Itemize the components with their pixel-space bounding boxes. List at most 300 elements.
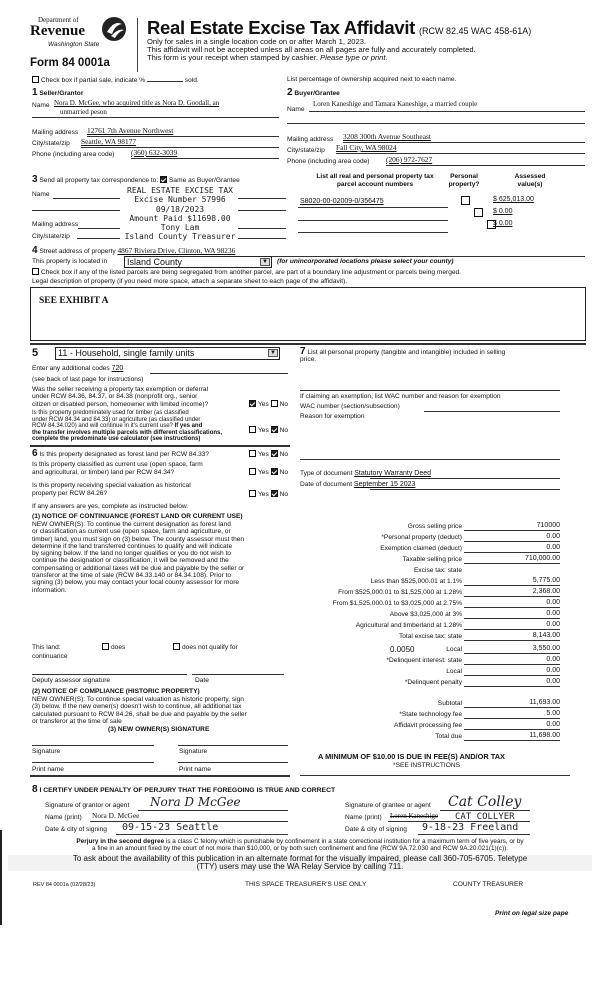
tax-value[interactable]: 8,143.00	[532, 632, 560, 639]
seller-mail[interactable]: 12761 7th Avenue Northwest	[87, 126, 174, 135]
yes-label: Yes	[258, 491, 269, 498]
certify-row	[32, 784, 335, 796]
reason-label: Reason for exemption	[300, 413, 365, 420]
buyer-city[interactable]: Fall City, WA 98024	[336, 143, 397, 152]
grantee-name[interactable]: CAT COLLYER	[455, 812, 515, 822]
tax-label: Agricultural and timberland at 1.28%	[355, 622, 462, 629]
rule	[178, 762, 288, 763]
rule	[464, 640, 560, 641]
personal-header-1: Personal	[450, 173, 478, 180]
no-label: No	[279, 427, 289, 434]
personal-property-checkbox[interactable]	[461, 196, 470, 205]
signature-label: Signature	[32, 748, 61, 755]
accessibility-notice	[8, 855, 592, 871]
yes-checkbox[interactable]	[249, 468, 256, 475]
rule	[32, 762, 154, 763]
rule	[116, 834, 288, 835]
personal-property-checkbox[interactable]	[474, 208, 483, 217]
county-treasurer-label: COUNTY TREASURER	[453, 881, 524, 888]
correspondence-label: Send all property tax correspondence to:	[39, 177, 159, 184]
buyer-name[interactable]: Loren Kaneshige and Tamara Kaneshige, a married couple	[313, 100, 478, 108]
q-timber-answer	[249, 426, 288, 435]
rule	[464, 629, 560, 630]
q-exemption	[32, 386, 208, 408]
notice-line: compensating or additional taxes will be due and payable by the seller or	[32, 564, 245, 572]
doc-date-label: Date of document	[300, 481, 353, 488]
no-checkbox[interactable]	[271, 450, 278, 457]
rule	[30, 445, 290, 447]
located-label: This property is located in	[32, 258, 108, 265]
q-line: citizen or disabled person, homeowner with limited income)?	[32, 400, 209, 408]
rule	[32, 745, 154, 746]
form-number: Form 84 0001a	[30, 57, 110, 69]
q-timber	[32, 410, 222, 443]
print-name-label: Print name	[32, 766, 64, 773]
notice-line: signing (3) below, you may contact your local county assessor for more	[32, 579, 240, 587]
tax-label: From $525,000.01 to $1,525,000 at 1.28%	[338, 589, 462, 596]
section-number: 7	[300, 346, 306, 357]
notice-line: information.	[32, 586, 67, 594]
tax-value[interactable]: 5.00	[546, 710, 560, 717]
rule	[464, 675, 560, 676]
rule	[77, 238, 120, 239]
notice-line: by signing below. If the land no longer qualifies or you do not wish to	[32, 550, 232, 558]
tax-label: Taxable selling price	[402, 556, 462, 563]
tax-value[interactable]: 0.00	[546, 667, 560, 674]
tax-value[interactable]: 710,000.00	[524, 555, 560, 562]
q-line: Is this property predominately used for timber (as classified	[32, 410, 189, 416]
yes-checkbox[interactable]	[249, 400, 256, 407]
parcel-number[interactable]: S8020-00-02009-0/356475	[300, 198, 384, 205]
page-title: Real Estate Excise Tax Affidavit	[147, 17, 416, 38]
grantor-signature[interactable]: Nora D McGee	[150, 795, 241, 809]
rule	[424, 411, 560, 412]
section-number: 3	[32, 174, 38, 185]
print-name-label: Print name	[179, 766, 211, 773]
yes-label: Yes	[258, 427, 269, 434]
stamp-line: Tony Lam	[160, 223, 200, 233]
rule	[464, 653, 560, 654]
sold-label: sold.	[184, 77, 199, 84]
rule	[30, 775, 290, 777]
grantee-date-city[interactable]: 9-18-23 Freeland	[422, 822, 519, 833]
rule	[238, 228, 286, 229]
segregated-checkbox[interactable]	[32, 268, 39, 275]
personal-property-label: List all personal property (tangible and intangible) included in selling	[307, 349, 506, 356]
does-label: does	[111, 644, 126, 651]
tax-label: *Delinquent interest: state	[386, 657, 462, 664]
rule	[464, 552, 560, 553]
parcel-header	[300, 173, 450, 188]
rule	[238, 198, 286, 199]
tax-value[interactable]: 710000	[536, 522, 560, 529]
seller-name-label: Name	[32, 102, 50, 109]
tax-label: Local	[446, 668, 462, 675]
q-line: Was the seller receiving a property tax exemption or deferral	[32, 386, 209, 393]
buyer-phone[interactable]: (206) 972-7627	[386, 155, 433, 164]
notice-line: or transferor at the time of sale	[32, 717, 122, 725]
rule	[32, 674, 187, 675]
q-current-use-answer	[249, 468, 288, 477]
notice-line: NEW OWNER(S): To continue the current designation as forest land	[32, 521, 231, 528]
tax-label: Excise tax: state	[413, 567, 462, 574]
tax-value[interactable]: 0.00	[546, 610, 560, 617]
legal-description-box[interactable]	[30, 287, 586, 341]
notice-line: calculated pursuant to RCW 84.26, shall be due and payable by the seller	[32, 710, 247, 718]
tax-value[interactable]: 0.00	[546, 599, 560, 606]
parcel-header-1: List all real and personal property tax	[316, 173, 434, 180]
seller-city-label: City/state/zip	[32, 140, 70, 147]
scan-edge	[0, 830, 2, 925]
rule	[32, 210, 120, 211]
rule	[178, 745, 288, 746]
treasurer-stamp	[118, 186, 242, 242]
logo-state: Washington State	[48, 41, 100, 48]
q-line: property per RCW 84.26?	[32, 489, 108, 497]
tax-value[interactable]: 0.00	[546, 721, 560, 728]
buyer-heading-text: Buyer/Grantee	[294, 90, 340, 97]
perjury-notice	[8, 838, 592, 852]
tax-label: Gross selling price	[407, 523, 462, 530]
tax-label: Less than $525,000.01 at 1.1%	[370, 578, 462, 585]
buyer-mail[interactable]: 3208 300th Avenue Southeast	[343, 132, 431, 141]
exemption-label: If claiming an exemption, list WAC number and reason for exemption	[300, 393, 501, 400]
assessed-value[interactable]: $ 0.00	[493, 220, 513, 227]
this-land-label: This land:	[32, 644, 61, 651]
seller-heading	[32, 87, 83, 99]
notice-compliance-text	[32, 696, 247, 725]
tax-label: Total due	[435, 733, 462, 740]
notice-line: or classification as current use (open space, farm and agriculture, or	[32, 528, 231, 536]
notice-line: (3) below. If the new owner(s) doesn't wish to continue, all additional tax	[32, 703, 242, 711]
corr-city-label: City/state/zip	[32, 233, 70, 240]
tax-value[interactable]: 5,775.00	[532, 577, 560, 584]
yes-checkbox[interactable]	[249, 490, 256, 497]
rule	[418, 834, 530, 835]
q-forest	[32, 448, 209, 460]
local-rate: 0.0050	[390, 645, 415, 654]
q-exemption-answer	[249, 400, 288, 409]
assessed-value[interactable]: $ 0.00	[493, 208, 513, 215]
doc-type-label: Type of document	[300, 470, 353, 477]
grantor-date-label: Date & city of signing	[45, 826, 107, 833]
stamp-line: Excise Number 57996	[134, 195, 226, 205]
notice-line: determine if the land transferred continues to qualify and will indicate	[32, 542, 233, 550]
no-checkbox[interactable]	[271, 400, 278, 407]
stamp-line: 09/18/2023	[155, 204, 205, 214]
no-label: No	[279, 491, 289, 498]
tax-value[interactable]: 11,693.00	[529, 699, 560, 706]
stamp-line: Amount Paid $11698.00	[129, 213, 231, 223]
notice-continuance-title: (1) NOTICE OF CONTINUANCE (FOREST LAND OR CURRENT USE)	[32, 513, 243, 520]
street-row	[32, 245, 235, 257]
rule	[138, 810, 288, 811]
buyer-heading	[287, 87, 340, 99]
notice-line: timber) land, you must sign on (3) below. The county assessor must then	[32, 535, 245, 543]
grantor-name-label: Name (print)	[45, 814, 82, 821]
buyer-phone-label: Phone (including area code)	[287, 158, 370, 165]
does-not-checkbox[interactable]	[173, 643, 180, 650]
yes-checkbox[interactable]	[249, 450, 256, 457]
rule	[464, 718, 560, 719]
q-current-use	[32, 461, 203, 476]
signature-label: Signature	[179, 748, 208, 755]
notice-line: NEW OWNER(S): To continue special valuation as historic property, sign	[32, 696, 244, 703]
rule	[386, 165, 585, 166]
seller-city[interactable]: Seattle, WA 98177	[81, 137, 137, 146]
rule	[464, 530, 560, 531]
rule	[464, 607, 560, 608]
q-historic	[32, 482, 191, 497]
q-bold: If yes and	[174, 423, 203, 430]
partial-pct-field[interactable]	[147, 81, 183, 82]
rule	[440, 810, 530, 811]
notice-line: transferor at the time of sale (RCW 84.33.140 or 84.34.108). Prior to	[32, 572, 232, 580]
tax-value[interactable]: 3,550.00	[532, 645, 560, 652]
no-label: No	[279, 469, 289, 476]
corr-mail-label: Mailing address	[32, 221, 79, 228]
no-label: No	[279, 401, 289, 408]
q-line: RCW 84.34.020) and will continue in it's current use?	[32, 423, 173, 430]
grantee-signature-label: Signature of grantee or agent	[345, 802, 431, 809]
yes-checkbox[interactable]	[249, 426, 256, 433]
q-line: Is this property classified as current use (open space, farm	[32, 461, 203, 468]
q-line: under RCW 84.34 and 84.33) or agriculture (as classified under	[32, 416, 201, 423]
rule	[298, 232, 448, 233]
assessed-value[interactable]: $ 625,013.00	[493, 196, 534, 203]
dropdown-arrow-icon: ▼	[260, 258, 270, 266]
rule	[464, 563, 560, 564]
grantee-name-struck: Loren Kaneshige	[390, 812, 439, 820]
tax-value[interactable]: 11,698.00	[529, 732, 560, 739]
perjury-bold: Perjury in the second degree	[76, 838, 165, 845]
tax-label: From $1,525,000.01 to $3,025,000 at 2.75%	[332, 600, 462, 607]
continuance-label: continuance	[32, 653, 68, 660]
does-not-option	[173, 643, 238, 652]
rule	[238, 210, 286, 211]
grantor-name[interactable]: Nora D. McGee	[92, 811, 140, 820]
rule	[300, 390, 560, 391]
doc-type-row	[300, 470, 431, 478]
tax-label: Above $3,025,000 at 3%	[389, 611, 462, 618]
perjury-text: is a class C felony which is punishable by confinement in a state correctional institution for a maximum term of five years, or by	[164, 838, 524, 845]
rule	[300, 459, 560, 460]
q-bold: complete the predominate use calculator (see instructions)	[32, 436, 201, 443]
tax-value[interactable]: 2,368.00	[532, 588, 560, 595]
seller-mail-label: Mailing address	[32, 129, 79, 136]
notice-compliance-title: (2) NOTICE OF COMPLIANCE (HISTORIC PROPERTY)	[32, 688, 200, 695]
yes-label: Yes	[258, 401, 269, 408]
new-owner-signature-title: (3) NEW OWNER(S) SIGNATURE	[108, 726, 210, 733]
rule	[464, 686, 560, 687]
codes-label: Enter any additional codes	[32, 365, 110, 372]
tax-label: Total excise tax: state	[398, 633, 462, 640]
buyer-mail-label: Mailing address	[287, 136, 334, 143]
stamp-line: Island County Treasurer	[124, 232, 236, 242]
county-note: (for unincorporated locations please select your county)	[277, 258, 454, 265]
rule	[370, 478, 560, 479]
wac-label: WAC number (section/subsection)	[300, 403, 400, 410]
section-number: 5	[32, 347, 39, 359]
perjury-line-1	[8, 838, 592, 845]
tax-label: Affidavit processing fee	[393, 722, 462, 729]
header-line: This affidavit will not be accepted unless all areas on all pages are fully and accurately completed.	[147, 45, 476, 54]
rule	[298, 220, 448, 221]
rule	[32, 117, 279, 118]
legal-label: Legal description of property (if you need more space, attach a separate sheet to each page of the affidavit).	[32, 278, 348, 285]
yes-note: If any answers are yes, complete as instructed below.	[32, 503, 189, 510]
access-line: (TTY) users may use the WA Relay Service by calling 711.	[196, 862, 404, 871]
segregated-label: Check box if any of the listed parcels are being segregated from another parcel, are part of a boundary line adjustment or parcels being merged.	[41, 269, 462, 276]
grantee-date-label: Date & city of signing	[345, 826, 407, 833]
rule	[336, 153, 585, 154]
deputy-signature-label: Deputy assessor signature	[32, 677, 111, 684]
rule	[464, 740, 560, 741]
personal-property-label-2: price.	[300, 356, 317, 363]
title-rcw: (RCW 82.45 WAC 458-61A)	[419, 26, 532, 36]
form-revision: REV 84 0001a (02/28/23)	[33, 882, 96, 888]
q-line: Is this property receiving special valuation as historical	[32, 482, 191, 489]
tax-value[interactable]: 0.00	[546, 678, 560, 685]
section-number: 4	[32, 245, 38, 256]
grantor-signature-label: Signature of grantor or agent	[45, 802, 130, 809]
doc-type[interactable]: Statutory Warranty Deed	[354, 470, 432, 477]
assessed-header-1: Assessed	[514, 173, 546, 180]
print-legal-note: Print on legal size pape	[495, 910, 569, 917]
q-line: under RCW 84.36, 84.37, or 84.38 (nonprofit org., senior	[32, 393, 198, 401]
perjury-text-2: a fine in an amount fixed by the court of not more than $10,000, or by both such confinement and fine (RCW 9A.72.030 and RCW 9A.20.021(1)(c)).	[92, 845, 508, 852]
tax-label: Local	[446, 646, 462, 653]
doc-date[interactable]: September 15 2023	[353, 481, 416, 488]
header-line-a: This form is your receipt when stamped by cashier.	[147, 53, 318, 62]
seller-name[interactable]: Nora D. McGee, who acquired title as Nora D. Goodall, an	[54, 99, 220, 107]
section-number: 2	[287, 87, 293, 98]
same-as-buyer-checkbox[interactable]	[160, 176, 167, 183]
rule	[464, 707, 560, 708]
seller-heading-text: Seller/Grantor	[39, 90, 84, 97]
correspondence-heading	[32, 174, 240, 186]
use-code-select[interactable]	[55, 347, 280, 360]
yes-label: Yes	[258, 469, 269, 476]
partial-sale	[32, 76, 199, 85]
grantee-name-label: Name (print)	[345, 814, 382, 821]
dropdown-arrow-icon: ▼	[268, 349, 278, 357]
treasurer-use-label: THIS SPACE TREASURER'S USE ONLY	[245, 881, 367, 888]
tax-value[interactable]: 0.00	[546, 656, 560, 663]
stamp-line: REAL ESTATE EXCISE TAX	[127, 186, 233, 195]
rule	[53, 198, 120, 199]
tax-label: Subtotal	[437, 700, 462, 707]
see-instructions: *SEE INSTRUCTIONS	[393, 762, 461, 769]
header-divider	[137, 18, 138, 72]
rule	[464, 541, 560, 542]
section-number: 6	[32, 448, 38, 459]
tax-label: *State technology fee	[399, 711, 462, 718]
no-label: No	[279, 451, 289, 458]
grantor-date-city[interactable]: 09-15-23 Seattle	[122, 822, 219, 833]
no-checkbox[interactable]	[271, 490, 278, 497]
rule	[464, 596, 560, 597]
rule	[464, 585, 560, 586]
logo-revenue: Revenue	[30, 23, 85, 39]
codes-row	[32, 365, 123, 373]
rule	[287, 123, 585, 124]
tax-value[interactable]: 0.00	[546, 621, 560, 628]
partial-sale-label: Check box if partial sale, indicate %	[41, 77, 146, 84]
grantee-signature[interactable]: Cat Colley	[448, 794, 522, 810]
parcel-header-2: parcel account numbers	[336, 180, 414, 188]
q-forest-answer	[249, 450, 288, 459]
rule	[30, 343, 586, 345]
rule	[238, 238, 286, 239]
rule	[192, 674, 284, 675]
access-line: To ask about the availability of this publication in an alternate format for the visually impaired, please call 360-705-6705. Teletype	[72, 854, 528, 863]
no-checkbox[interactable]	[271, 468, 278, 475]
certify-text: I CERTIFY UNDER PENALTY OF PERJURY THAT THE FOREGOING IS TRUE AND CORRECT	[39, 787, 336, 794]
rule	[464, 729, 560, 730]
ownership-note: List percentage of ownership acquired next to each name.	[287, 76, 457, 83]
personal-header	[444, 173, 484, 188]
partial-sale-checkbox[interactable]	[32, 76, 39, 83]
legal-description: SEE EXHIBIT A	[39, 296, 109, 306]
q-line: and agricultural, or timber) land per RCW 84.34?	[32, 468, 175, 476]
tax-label: Exemption claimed (deduct)	[380, 545, 462, 552]
assessed-header-2: value(s)	[517, 180, 543, 188]
rule	[78, 228, 120, 229]
rule	[464, 664, 560, 665]
header-line-b: Please type or print.	[320, 53, 388, 62]
street-address[interactable]: 4867 Riviera Drive, Clinton, WA 98236	[117, 246, 236, 255]
county-select[interactable]	[124, 256, 272, 268]
rule	[131, 158, 279, 159]
logo-dept: Department of	[38, 16, 79, 24]
assessed-header	[495, 173, 565, 188]
rule	[464, 618, 560, 619]
no-checkbox[interactable]	[271, 426, 278, 433]
rule	[81, 147, 279, 148]
doc-date-row	[300, 481, 415, 489]
seller-name-2[interactable]: unmarried peson	[60, 108, 107, 116]
rule	[300, 775, 570, 776]
rule	[150, 373, 288, 374]
header-line	[147, 54, 388, 63]
tax-value[interactable]: 0.00	[546, 544, 560, 551]
notice-line: continue the designation or classification, it will be removed and the	[32, 557, 229, 565]
rule	[298, 207, 448, 208]
section7-label	[300, 346, 505, 358]
does-not-label: does not qualify for	[182, 644, 238, 651]
buyer-city-label: City/state/zip	[287, 147, 325, 154]
same-as-buyer-label: Same as Buyer/Grantee	[169, 177, 240, 184]
additional-codes[interactable]: 720	[111, 365, 124, 372]
seller-phone[interactable]: (360) 632-3039	[131, 148, 178, 157]
header-line: Only for sales in a single location code on or after March 1, 2023.	[147, 37, 367, 46]
does-checkbox[interactable]	[102, 643, 109, 650]
rule	[309, 111, 585, 112]
use-code-value: 11 - Household, single family units	[58, 348, 195, 358]
title-row	[147, 17, 531, 38]
tax-value[interactable]: 0.00	[546, 533, 560, 540]
minimum-due-note: A MINIMUM OF $10.00 IS DUE IN FEE(S) AND/OR TAX	[318, 752, 505, 761]
segregated-row	[32, 268, 461, 277]
seller-phone-label: Phone (including area code)	[32, 151, 115, 158]
q-bold: the transfer involves multiple parcels with different classifications,	[32, 429, 223, 436]
yes-label: Yes	[258, 451, 269, 458]
section-number: 1	[32, 87, 38, 98]
corr-name-label: Name	[32, 191, 50, 198]
buyer-name-label: Name	[287, 106, 305, 113]
personal-header-2: property?	[448, 180, 480, 188]
